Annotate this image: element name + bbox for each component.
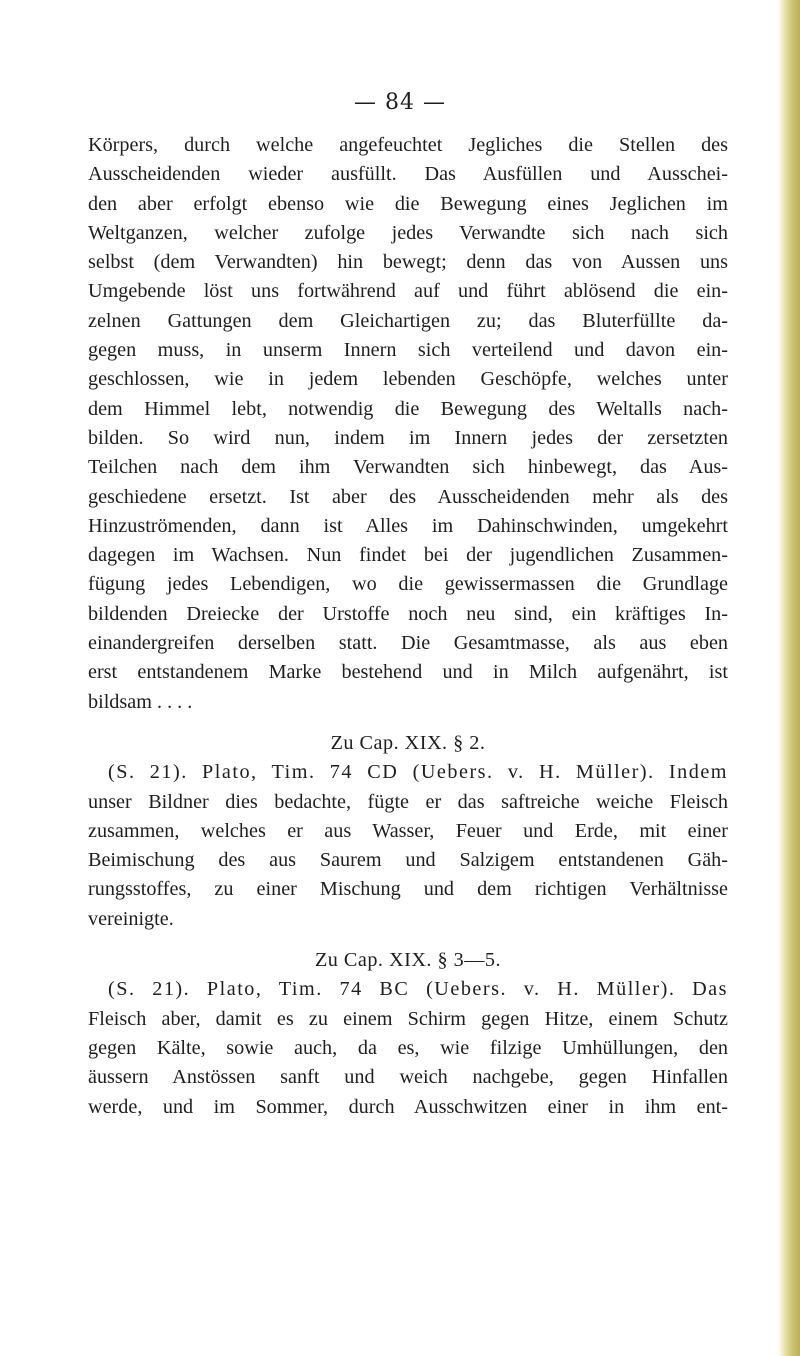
text-line: (S. 21). Plato, Tim. 74 CD (Uebers. v. H. Müller). Indem <box>108 761 728 784</box>
text-line: bildenden Dreiecke der Urstoffe noch neu sind, ein kräftiges In- <box>88 602 728 625</box>
text-line: den aber erfolgt ebenso wie die Bewegung eines Jeglichen im <box>88 192 728 215</box>
text-line: erst entstandenem Marke bestehend und in Milch aufgenährt, ist <box>88 661 728 684</box>
page-number: — 84 — <box>354 90 446 115</box>
text-line: rungsstoffes, zu einer Mischung und dem richtigen Verhältnisse <box>88 878 728 901</box>
text-line: äussern Anstössen sanft und weich nachgebe, gegen Hinfallen <box>88 1066 728 1089</box>
text-line: gegen Kälte, sowie auch, da es, wie filzige Umhüllungen, den <box>88 1036 728 1059</box>
text-line: gegen muss, in unserm Innern sich verteilend und davon ein- <box>88 339 728 362</box>
text-line: Teilchen nach dem ihm Verwandten sich hinbewegt, das Aus- <box>88 456 728 479</box>
text-line: selbst (dem Verwandten) hin bewegt; denn das von Aussen uns <box>88 251 728 274</box>
page-body <box>88 131 728 1122</box>
text-line: vereinigte. <box>88 907 174 930</box>
paragraph-cap19-3-5 <box>88 975 728 1121</box>
text-line: Ausscheidenden wieder ausfüllt. Das Ausfüllen und Ausschei- <box>88 163 728 186</box>
text-line: Fleisch aber, damit es zu einem Schirm gegen Hitze, einem Schutz <box>88 1007 728 1030</box>
paragraph-cap19-2 <box>88 758 728 934</box>
text-line: dagegen im Wachsen. Nun findet bei der jugendlichen Zusammen- <box>88 544 728 567</box>
text-line: Beimischung des aus Saurem und Salzigem entstandenen Gäh- <box>88 849 728 872</box>
paragraph-plato-blood <box>88 131 728 717</box>
text-line: Umgebende löst uns fortwährend auf und führt ablösend die ein- <box>88 280 728 303</box>
text-line: einandergreifen derselben statt. Die Gesamtmasse, als aus eben <box>88 632 728 655</box>
text-line: geschlossen, wie in jedem lebenden Geschöpfe, welches unter <box>88 368 728 391</box>
text-line: dem Himmel lebt, notwendig die Bewegung des Weltalls nach- <box>88 397 728 420</box>
text-line: werde, und im Sommer, durch Ausschwitzen einer in ihm ent- <box>88 1095 728 1118</box>
text-line: fügung jedes Lebendigen, wo die gewissermassen die Grundlage <box>88 573 728 596</box>
text-line: bildsam . . . . <box>88 690 193 713</box>
text-line: zelnen Gattungen dem Gleichartigen zu; das Bluterfüllte da- <box>88 309 728 332</box>
page-edge-stain <box>778 0 800 1356</box>
text-line: (S. 21). Plato, Tim. 74 BC (Uebers. v. H. Müller). Das <box>108 978 728 1001</box>
text-line: unser Bildner dies bedachte, fügte er das saftreiche weiche Fleisch <box>88 790 728 813</box>
text-line: Weltganzen, welcher zufolge jedes Verwandte sich nach sich <box>88 221 728 244</box>
text-line: Körpers, durch welche angefeuchtet Jegliches die Stellen des <box>88 134 728 156</box>
section-heading-cap19-3-5: Zu Cap. XIX. § 3—5. <box>314 949 502 972</box>
text-line: zusammen, welches er aus Wasser, Feuer und Erde, mit einer <box>88 819 728 842</box>
text-line: Hinzuströmenden, dann ist Alles im Dahinschwinden, umgekehrt <box>88 514 728 537</box>
text-line: bilden. So wird nun, indem im Innern jedes der zersetzten <box>88 426 728 449</box>
section-heading-cap19-2: Zu Cap. XIX. § 2. <box>330 731 486 754</box>
text-line: geschiedene ersetzt. Ist aber des Ausscheidenden mehr als des <box>88 485 728 508</box>
